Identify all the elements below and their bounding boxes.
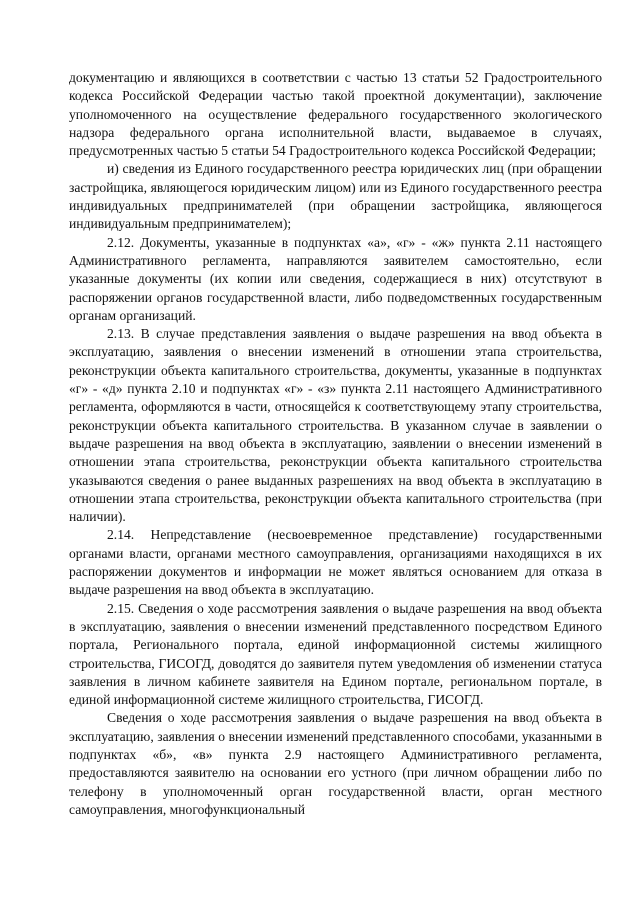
paragraph-status-info: Сведения о ходе рассмотрения заявления о выдаче разрешения на ввод объекта в эксплуатацию, заявления о внесении изменений представленного способами, указанными в подпунктах «б», «в» пункта 2.9 настоящего Административного регламента, предоставляются заявителю на основании его устного (при личном обращении либо по телефону в уполномоченный орган государственной власти, орган местного самоуправления, многофункциональный [69, 710, 602, 817]
paragraph-2-12: 2.12. Документы, указанные в подпунктах «а», «г» - «ж» пункта 2.11 настоящего Административного регламента, направляются заявителем самостоятельно, если указанные документы (их копии или сведения, содержащиеся в них) отсутствуют в распоряжении органов государственной власти, либо подведомственных государственным органам организаций. [69, 234, 602, 323]
paragraph-2-14: 2.14. Непредставление (несвоевременное представление) государственными органами власти, органами местного самоуправления, организациями находящихся в их распоряжении документов и информации не может являться основанием для отказа в выдаче разрешения на ввод объекта в эксплуатацию. [69, 527, 602, 598]
paragraph-2-15: 2.15. Сведения о ходе рассмотрения заявления о выдаче разрешения на ввод объекта в эксплуатацию, заявления о внесении изменений представленного посредством Единого портала, Регионального портала, единой информационной системы жилищного строительства, ГИСОГД, доводятся до заявителя путем уведомления об изменении статуса заявления в личном кабинете заявителя на Едином портале, региональном портале, в единой информационной системе жилищного строительства, ГИСОГД. [69, 600, 602, 708]
paragraph-2-13: 2.13. В случае представления заявления о выдаче разрешения на ввод объекта в эксплуатацию, заявления о внесении изменений в отношении этапа строительства, реконструкции объекта капитального строительства, документы, указанные в подпунктах «г» - «д» пункта 2.10 и подпунктах «г» - «з» пункта 2.11 настоящего Административного регламента, оформляются в части, относящейся к соответствующему этапу строительства, реконструкции объекта капитального строительства. В указанном случае в заявлении о выдаче разрешения на ввод объекта в эксплуатацию, заявлении о внесении изменений в отношении этапа строительства, реконструкции объекта капитального строительства указываются сведения о ранее выданных разрешениях на ввод объекта в эксплуатацию в отношении этапа строительства, реконструкции объекта капитального строительства (при наличии). [69, 326, 602, 525]
paragraph-continuation: документацию и являющихся в соответствии с частью 13 статьи 52 Градостроительного кодекса Российской Федерации частью такой проектной документации), заключение уполномоченного на осуществление федерального государственного экологического надзора федерального органа исполнительной власти, выдаваемое в случаях, предусмотренных частью 5 статьи 54 Градостроительного кодекса Российской Федерации; [69, 70, 602, 159]
paragraph-item-i: и) сведения из Единого государственного реестра юридических лиц (при обращении застройщика, являющегося юридическим лицом) или из Единого государственного реестра индивидуальных предпринимателей (при обращении застройщика, являющегося индивидуальным предпринимателем); [69, 161, 602, 232]
